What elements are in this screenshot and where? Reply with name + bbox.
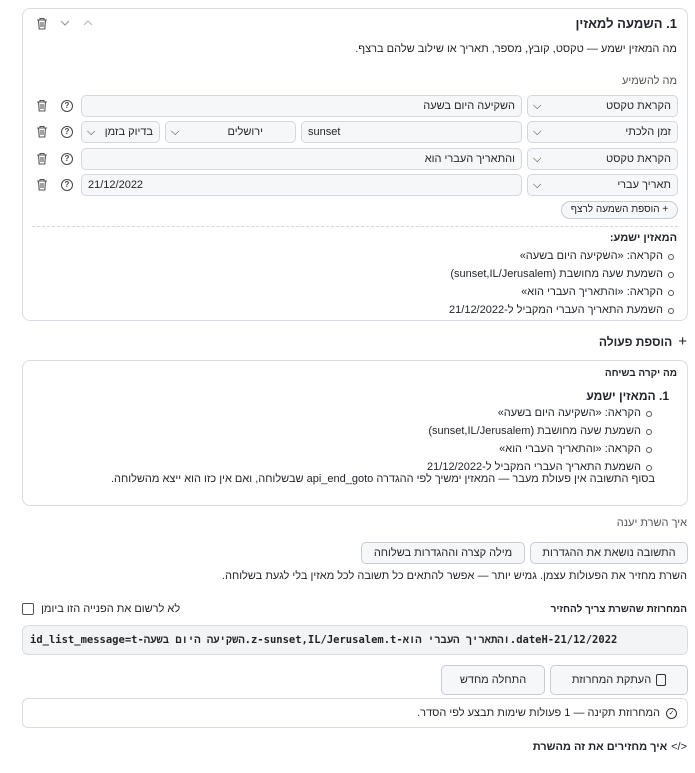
output-string: id_list_message=t-השקיעה היום בשעה.z-sunset,IL/Jerusalem.t-והתאריך העברי הוא.dateH-21/12/2022 (30, 634, 618, 646)
no-log-toggle[interactable] (22, 603, 180, 615)
chevron-down-icon: ⌵ (87, 126, 96, 138)
row-type-value: הקראת טקסט (606, 100, 671, 112)
trash-icon[interactable] (36, 125, 48, 138)
response-hint: השרת מחזיר את הפעולות עצמן. גמיש יותר — אפשר להתאים כל תשובה לכל מאזין בלי לגעת בשלוחה. (221, 570, 687, 582)
help-icon[interactable]: ? (61, 153, 73, 165)
add-action-button[interactable] (599, 333, 687, 350)
no-log-label: לא לרשום את הפנייה הזו ביומן (41, 603, 181, 615)
chevron-down-icon: ⌵ (533, 126, 542, 138)
response-label: איך השרת יענה (616, 517, 687, 529)
row-text-input[interactable]: השקיעה היום בשעה (81, 95, 522, 117)
listener-hears-label: המאזין ישמע: (609, 232, 677, 244)
trash-icon[interactable] (36, 99, 48, 112)
add-playback-button[interactable]: + הוספת השמעה לרצף (561, 201, 678, 219)
date-input[interactable] (81, 174, 522, 196)
trash-icon[interactable] (36, 17, 48, 30)
add-action-label: הוספת פעולה (598, 335, 673, 349)
restart-button[interactable]: התחלה מחדש (441, 665, 545, 695)
divider (32, 226, 678, 227)
checkbox[interactable] (22, 603, 34, 615)
list-item: הקראה: «השקיעה היום בשעה» (449, 247, 663, 265)
panel-subtitle: מה המאזין ישמע — טקסט, קובץ, מספר, תאריך או שילוב שלהם ברצף. (355, 43, 677, 55)
chevron-down-icon: ⌵ (533, 153, 542, 165)
list-item: הקראה: «והתאריך העברי הוא» (449, 283, 663, 301)
panel-title: 1. השמעה למאזין (575, 16, 677, 31)
clipboard-icon (656, 674, 666, 686)
copy-string-label: העתקת המחרוזת (571, 674, 652, 686)
plus-icon: + (678, 333, 687, 350)
city-select[interactable] (165, 121, 296, 143)
output-string-box[interactable] (22, 625, 688, 655)
chevron-down-icon: ⌵ (533, 100, 542, 112)
response-full-button[interactable]: התשובה נושאת את ההגדרות (530, 542, 688, 564)
what-to-play-label: מה להשמיע (621, 75, 677, 87)
step-title: 1. המאזין ישמע (586, 389, 669, 403)
row-type-select[interactable] (527, 148, 678, 170)
precision-select[interactable] (81, 121, 160, 143)
call-flow-footer: בסוף התשובה אין פעולת מעבר — המאזין ימשיך לפי ההגדרה api_end_goto שבשלוחה, ואם אין כזו הוא ייצא מהשלוחה. (110, 473, 655, 485)
how-to-return-label: איך מחזירים את זה מהשרת (532, 741, 668, 753)
output-label: המחרוזת שהשרת צריך להחזיר (550, 604, 687, 615)
call-flow-list (427, 404, 655, 476)
list-item: השמעת התאריך העברי המקביל ל-21/12/2022 (449, 301, 663, 319)
row-type-value: הקראת טקסט (606, 153, 671, 165)
listener-hears-list (449, 247, 677, 319)
zman-value: sunset (308, 126, 341, 138)
help-icon[interactable]: ? (61, 179, 73, 191)
list-item: הקראה: «השקיעה היום בשעה» (427, 404, 641, 422)
code-icon: </> (671, 741, 687, 753)
list-item: השמעת התאריך העברי המקביל ל-21/12/2022 (427, 458, 641, 476)
call-flow-title: מה יקרה בשיחה (604, 368, 677, 379)
row-type-select[interactable] (527, 121, 678, 143)
list-item: השמעת שעה מחושבת (sunset,IL/Jerusalem) (449, 265, 663, 283)
help-icon[interactable]: ? (61, 100, 73, 112)
row-type-value: זמן הלכתי (625, 126, 671, 138)
row-type-select[interactable] (527, 174, 678, 196)
chevron-down-icon: ⌵ (171, 126, 180, 138)
chevron-up-icon[interactable] (83, 19, 93, 27)
row-text-input[interactable]: והתאריך העברי הוא (81, 148, 522, 170)
list-item: הקראה: «והתאריך העברי הוא» (427, 440, 641, 458)
row-type-value: תאריך עברי (617, 179, 671, 191)
list-item: השמעת שעה מחושבת (sunset,IL/Jerusalem) (427, 422, 641, 440)
status-text: המחרוזת תקינה — 1 פעולות שימות תבצע לפי הסדר. (417, 707, 660, 719)
help-icon[interactable]: ? (61, 126, 73, 138)
date-value: 21/12/2022 (88, 179, 144, 191)
trash-icon[interactable] (36, 178, 48, 191)
check-circle-icon: ✓ (666, 708, 677, 719)
chevron-down-icon: ⌵ (533, 179, 542, 191)
zman-input[interactable] (301, 121, 522, 143)
chevron-down-icon[interactable] (60, 19, 70, 27)
copy-string-button[interactable] (550, 665, 688, 695)
status-bar (22, 698, 688, 728)
trash-icon[interactable] (36, 152, 48, 165)
how-to-return-toggle[interactable] (533, 741, 687, 753)
response-short-button[interactable]: מילה קצרה וההגדרות בשלוחה (361, 542, 525, 564)
precision-value: בדיוק בזמן (104, 126, 153, 138)
city-value: ירושלים (227, 126, 263, 138)
row-type-select[interactable] (527, 95, 678, 117)
